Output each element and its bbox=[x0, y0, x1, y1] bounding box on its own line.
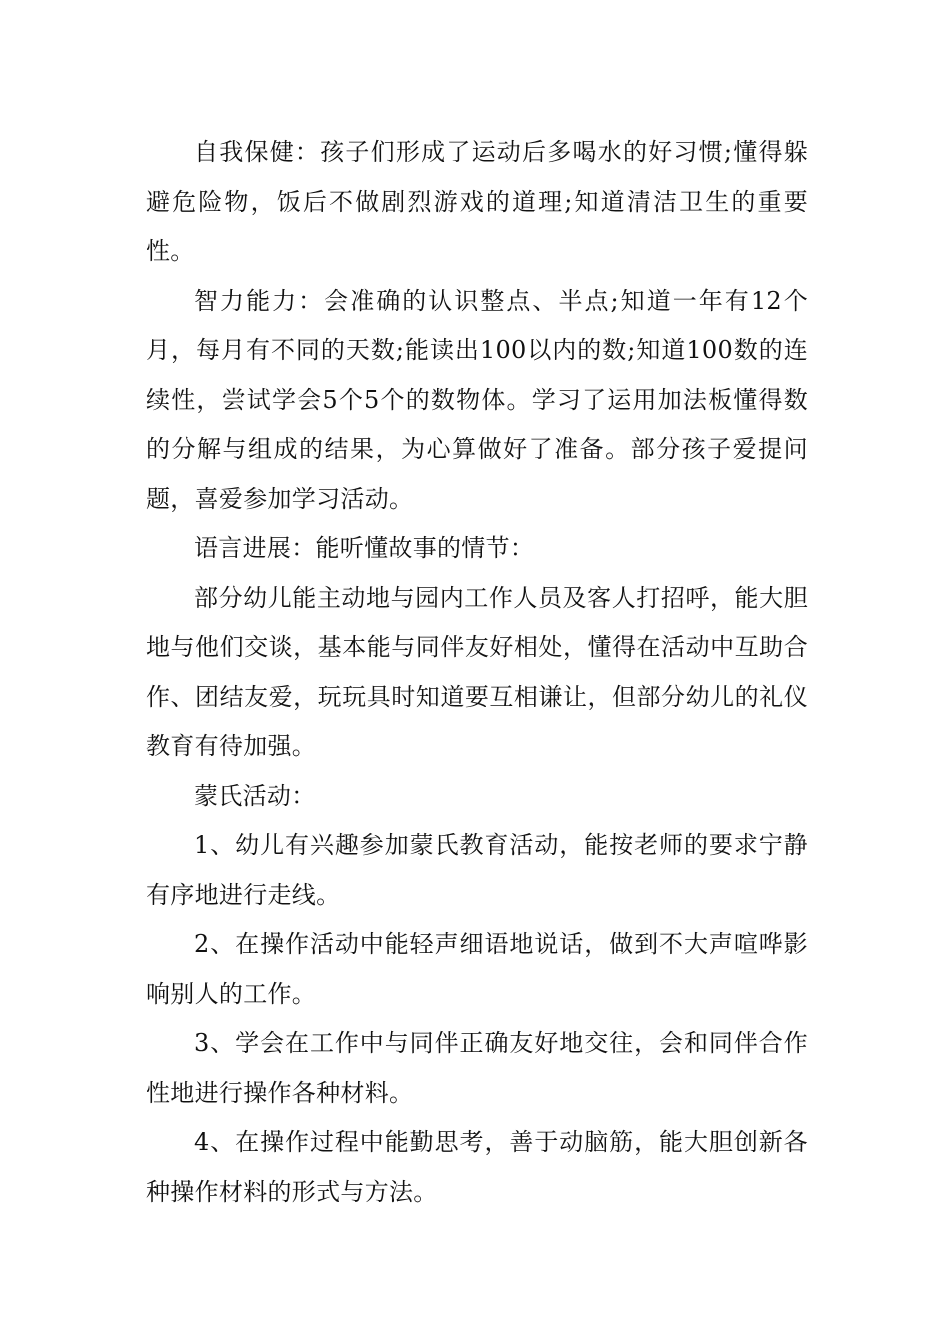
list-item-montessori-2: 2、在操作活动中能轻声细语地说话，做到不大声喧哗影响别人的工作。 bbox=[146, 930, 808, 1008]
paragraph-social-behavior: 部分幼儿能主动地与园内工作人员及客人打招呼，能大胆地与他们交谈，基本能与同伴友好相处，懂得在活动中互助合作、团结友爱，玩玩具时知道要互相谦让，但部分幼儿的礼仪教育有待加强。 bbox=[146, 583, 808, 760]
paragraph-intellectual-ability: 智力能力：会准确的认识整点、半点;知道一年有12个月，每月有不同的天数;能读出100以内的数;知道100数的连续性，尝试学会5个5个的数物体。学习了运用加法板懂得数的分解与组成的结果，为心算做好了准备。部分孩子爱提问题，喜爱参加学习活动。 bbox=[146, 286, 808, 513]
list-item-montessori-4: 4、在操作过程中能勤思考，善于动脑筋，能大胆创新各种操作材料的形式与方法。 bbox=[146, 1128, 808, 1206]
paragraph-language-development: 语言进展：能听懂故事的情节： bbox=[194, 534, 535, 562]
list-item-montessori-1: 1、幼儿有兴趣参加蒙氏教育活动，能按老师的要求宁静有序地进行走线。 bbox=[146, 831, 808, 909]
document-body bbox=[146, 128, 808, 1217]
paragraph-self-care: 自我保健：孩子们形成了运动后多喝水的好习惯;懂得躲避危险物，饭后不做剧烈游戏的道理;知道清洁卫生的重要性。 bbox=[146, 138, 808, 265]
paragraph-montessori-heading: 蒙氏活动： bbox=[194, 781, 316, 810]
list-item-montessori-3: 3、学会在工作中与同伴正确友好地交往，会和同伴合作性地进行操作各种材料。 bbox=[146, 1029, 808, 1107]
